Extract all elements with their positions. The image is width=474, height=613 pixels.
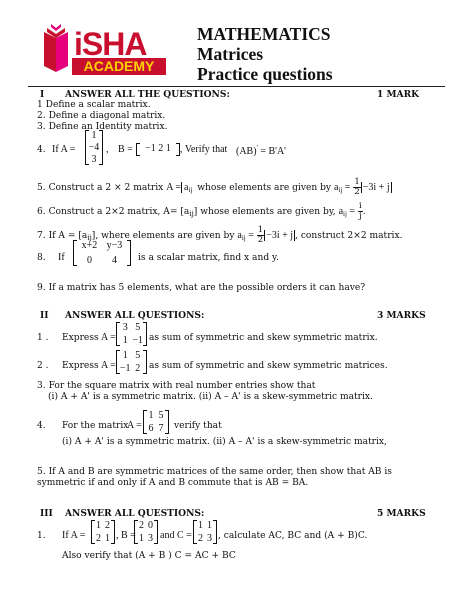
element-rule: [334, 182, 350, 193]
subscript-ij: ij: [343, 210, 347, 218]
question-1-9: 9. If a matrix has 5 elements, what are the possible orders it can have?: [37, 283, 366, 293]
matrix-a-label: A =: [166, 182, 181, 193]
numerator: i: [358, 201, 362, 211]
question-2-1-number: 1 .: [37, 333, 49, 343]
question-1-4-verify: , Verify that: [180, 144, 228, 155]
question-1-7-text: 7. If A = [a: [37, 231, 88, 241]
question-1-1: 1 Define a scalar matrix.: [37, 100, 151, 110]
identity-rhs: = B'A': [260, 146, 286, 157]
absolute-value: −3i + j: [266, 230, 294, 241]
matrix-cell: 2: [135, 363, 141, 374]
rule-a: a: [237, 230, 242, 241]
section-1-heading: ANSWER ALL THE QUESTIONS:: [65, 89, 230, 100]
denominator: 2: [257, 235, 264, 245]
matrix-cell: 2: [198, 533, 203, 544]
svg-text:ACADEMY: ACADEMY: [83, 58, 155, 74]
matrix-b-row-text: −1 2 1: [145, 143, 171, 154]
matrix-cell: −1: [132, 335, 144, 346]
question-2-4-for: For the matrix: [62, 421, 129, 431]
subscript-ij: ij: [338, 186, 343, 194]
matrix-b-label: B =: [118, 144, 133, 155]
scalar-matrix: [73, 240, 131, 266]
section-1-marks: 1 MARK: [377, 89, 420, 100]
matrix-b-row: [136, 143, 180, 156]
question-2-4-line-2: (i) A + A' is a symmetric matrix. (ii) A – A' is a skew-symmetric matrix,: [62, 437, 387, 447]
matrix-cell: 1: [122, 335, 128, 346]
section-2-marks: 3 MARKS: [377, 310, 426, 321]
matrix-cell: 2: [105, 520, 110, 531]
matrix-b: [134, 520, 158, 544]
period: .: [362, 207, 366, 217]
question-2-3-line-2: (i) A + A' is a symmetric matrix. (ii) A – A' is a skew-symmetric matrix.: [48, 392, 373, 402]
section-3-heading: ANSWER ALL QUESTIONS:: [65, 508, 205, 519]
matrix-cell: 7: [158, 423, 164, 434]
matrix-a: [116, 322, 147, 346]
subscript-ij: ij: [87, 234, 92, 242]
transpose-mark: ': [256, 144, 258, 152]
matrix-cell: y−3: [106, 240, 123, 251]
chapter-title: Matrices: [197, 44, 264, 64]
numerator: 1: [354, 177, 360, 187]
document-title: Practice questions: [197, 64, 333, 84]
absolute-value: −3i + j: [362, 182, 390, 193]
matrix-cell: 0: [87, 255, 92, 266]
question-3-1-text: , calculate AC, BC and (A + B)C.: [218, 531, 368, 541]
matrix-cell: 1: [96, 520, 101, 531]
numerator: 1: [257, 225, 264, 235]
subject-title: MATHEMATICS: [197, 24, 331, 44]
matrix-a-label: A =: [101, 332, 116, 343]
section-3-number: III: [40, 508, 53, 519]
matrix-cell: 3: [148, 533, 153, 544]
matrix-cell: 1: [139, 533, 144, 544]
rule-a: a: [333, 182, 339, 193]
question-1-6-text: 6. Construct a 2×2 matrix, A= [a: [37, 207, 190, 217]
matrix-cell: 2: [96, 533, 101, 544]
rule-a: a: [338, 206, 344, 217]
question-3-1-number: 1.: [37, 531, 46, 541]
matrix-cell: 5: [158, 410, 164, 421]
question-2-5-line-2: symmetric if and only if A and B commute that is AB = BA.: [37, 478, 309, 488]
matrix-cell: 1: [207, 520, 212, 531]
question-1-4-identity: [236, 144, 286, 157]
matrix-a: [143, 410, 169, 434]
matrix-a-label: A =: [101, 360, 116, 371]
question-1-5: [37, 178, 392, 197]
matrix-cell: 4: [112, 255, 117, 266]
matrix-a-label: A =: [127, 420, 142, 431]
question-2-4-number: 4.: [37, 421, 46, 431]
matrix-cell: 6: [148, 423, 154, 434]
ab-product: (AB): [236, 146, 257, 157]
matrix-cell: 1: [105, 533, 110, 544]
section-1-number: I: [40, 89, 45, 100]
comma: ,: [106, 144, 109, 155]
matrix-cell: 1: [148, 410, 154, 421]
question-1-7-end: , construct 2×2 matrix.: [295, 231, 403, 241]
fraction-half: [257, 226, 264, 245]
matrix-cell: 3: [122, 322, 128, 333]
question-3-1-line-2: Also verify that (A + B ) C = AC + BC: [62, 551, 236, 561]
rule-eq: =: [344, 182, 351, 193]
matrix-cell: −1: [119, 363, 131, 374]
rule-eq: =: [349, 206, 356, 217]
matrix-a-column: [85, 130, 103, 165]
question-1-4-if: If A =: [52, 144, 76, 155]
question-1-7-mid: ], where elements are given by: [91, 231, 235, 241]
element-a: a: [184, 182, 189, 193]
matrix-cell: 2: [139, 520, 144, 531]
question-1-5-whose: whose elements are given by: [197, 183, 332, 193]
matrix-cell: 1: [198, 520, 203, 531]
question-1-2: 2. Define a diagonal matrix.: [37, 111, 166, 121]
matrix-b-label: , B =: [116, 530, 136, 541]
header-divider: [28, 86, 445, 87]
question-2-2-express: Express: [62, 361, 99, 371]
matrix-cell: −4: [88, 142, 100, 153]
section-3-marks: 5 MARKS: [377, 508, 426, 519]
question-1-8-number: 8.: [37, 253, 46, 263]
matrix-aij: [181, 182, 194, 193]
question-1-3: 3. Define an Identity matrix.: [37, 122, 168, 132]
matrix-a: [91, 520, 115, 544]
fraction-half: [353, 178, 360, 197]
rule-eq: =: [248, 230, 254, 241]
question-2-1-text: as sum of symmetric and skew symmetric matrix.: [149, 333, 378, 343]
element-rule: [237, 230, 253, 241]
question-2-1-express: Express: [62, 333, 99, 343]
matrix-cell: 3: [207, 533, 212, 544]
question-2-5-line-1: 5. If A and B are symmetric matrices of the same order, then show that AB is: [37, 467, 392, 477]
matrix-cell: 3: [91, 154, 97, 165]
denominator: j: [359, 211, 362, 221]
question-2-2-number: 2 .: [37, 361, 49, 371]
question-2-3-line-1: 3. For the square matrix with real number entries show that: [37, 381, 316, 391]
matrix-c-label: and C =: [160, 530, 192, 541]
matrix-cell: 1: [91, 130, 97, 141]
matrix-a: [116, 350, 147, 374]
subscript-ij: ij: [188, 186, 193, 194]
question-1-5-text: 5. Construct a 2 × 2 matrix: [37, 183, 164, 193]
section-2-heading: ANSWER ALL QUESTIONS:: [65, 310, 205, 321]
subscript-ij: ij: [241, 234, 246, 242]
question-2-2-text: as sum of symmetric and skew symmetric matrices.: [149, 361, 388, 371]
element-rule: [339, 206, 355, 217]
matrix-cell: 5: [135, 322, 141, 333]
matrix-cell: 1: [122, 350, 128, 361]
section-2-number: II: [40, 310, 49, 321]
question-1-8-if: If: [58, 252, 65, 263]
matrix-c: [193, 520, 217, 544]
svg-text:iSHA: iSHA: [74, 26, 147, 62]
question-2-4-verify: verify that: [174, 421, 222, 431]
matrix-cell: 0: [148, 520, 153, 531]
isha-academy-logo: [42, 22, 168, 78]
denominator: 2: [354, 187, 360, 197]
matrix-cell: x+2: [81, 240, 98, 251]
question-1-6-mid: ] whose elements are given by,: [193, 207, 336, 217]
matrix-a-label: If A =: [62, 530, 86, 541]
matrix-cell: 5: [135, 350, 141, 361]
subscript-ij: ij: [189, 210, 194, 218]
question-1-8-text: is a scalar matrix, find x and y.: [138, 253, 279, 263]
question-1-6: [37, 202, 366, 221]
book-logo-icon: [42, 22, 168, 78]
question-1-4-number: 4.: [37, 145, 46, 155]
